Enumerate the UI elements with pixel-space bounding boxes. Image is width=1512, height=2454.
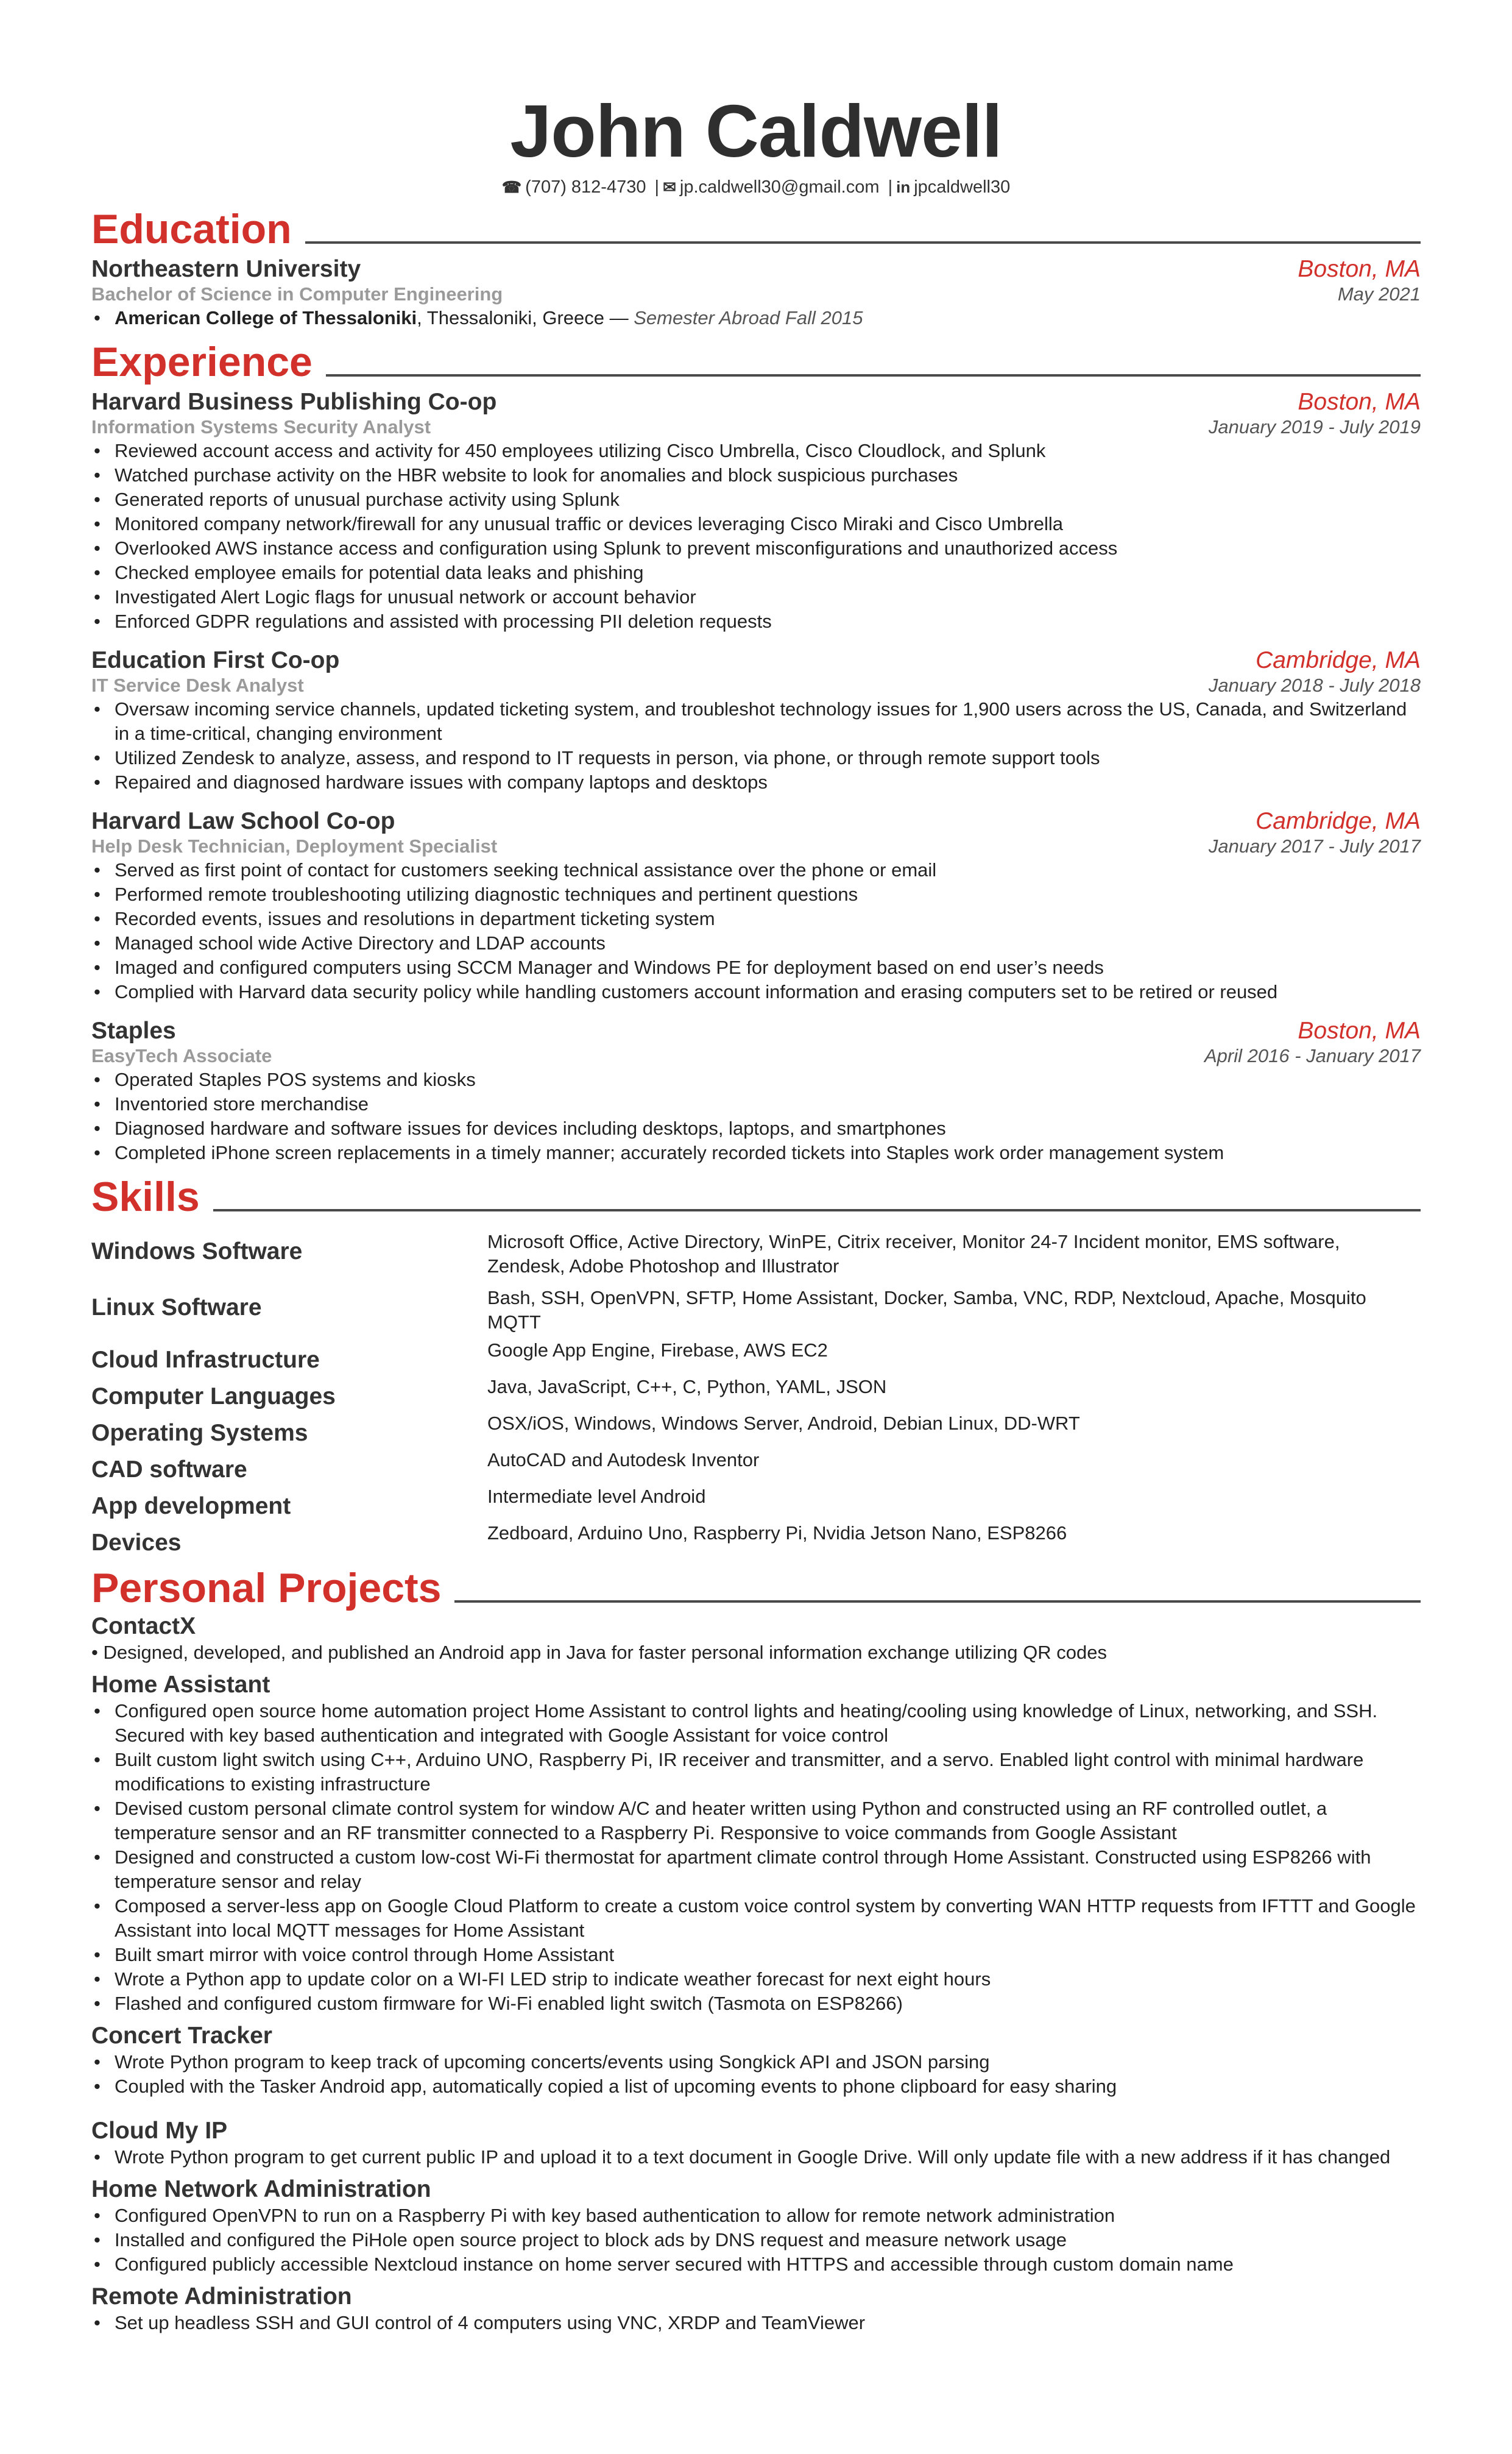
skill-category: Devices [91,1530,182,1556]
list-item: • Flashed and configured custom firmware for Wi-Fi enabled light switch (Tasmota on ESP8266) [91,1991,1421,2016]
list-item: • Built custom light switch using C++, Arduino UNO, Raspberry Pi, IR receiver and transmitter, and a servo. Enabled light control with minimal hardware modifications to existing infrastructure [91,1748,1421,1796]
job-title: Help Desk Technician, Deployment Specialist [91,835,498,857]
list-item: • Built smart mirror with voice control through Home Assistant [91,1943,1421,1967]
skill-category: Cloud Infrastructure [91,1347,320,1373]
school-name: Northeastern University [91,256,361,282]
job-subheader [91,1044,1421,1068]
graduation-date: May 2021 [1337,283,1421,305]
skill-row [91,1286,1421,1335]
job-title: EasyTech Associate [91,1045,272,1066]
phone-icon: ☎ [501,178,522,196]
separator: | [888,177,893,197]
list-item: • Imaged and configured computers using SCCM Manager and Windows PE for deployment based on end user’s needs [91,956,1421,980]
resume-page [91,0,1421,2335]
skill-category: Linux Software [91,1294,262,1321]
linkedin-icon: in [896,178,911,196]
project-title: Remote Administration [91,2283,352,2310]
list-item: • Completed iPhone screen replacements in a timely manner; accurately recorded tickets into Staples work order management system [91,1141,1421,1165]
job-dates: January 2017 - July 2017 [1208,835,1421,857]
list-item [91,306,1421,330]
list-item: • Configured OpenVPN to run on a Raspberry Pi with key based authentication to allow for remote network administration [91,2204,1421,2228]
list-item: • Composed a server-less app on Google Cloud Platform to create a custom voice control system by converting WAN HTTP requests from IFTTT and Google Assistant into local MQTT messages for Home Assistant [91,1894,1421,1943]
job-location: Boston, MA [1298,389,1421,415]
list-item: • Overlooked AWS instance access and configuration using Splunk to prevent misconfigurations and unauthorized access [91,536,1421,561]
section-divider [326,374,1421,377]
project-title: ContactX [91,1613,196,1639]
skill-items: Java, JavaScript, C++, C, Python, YAML, JSON [487,1376,887,1397]
job-entry [91,389,1421,634]
bullet-list [91,858,1421,1004]
skill-row [91,1230,1421,1278]
skill-items: Intermediate level Android [487,1486,706,1507]
project-title: Cloud My IP [91,2118,228,2144]
job-subheader [91,674,1421,697]
phone-number[interactable]: (707) 812-4730 [525,177,646,197]
projects-section-header [91,1565,1421,1611]
list-item: • Investigated Alert Logic flags for unusual network or account behavior [91,585,1421,609]
skill-category: Computer Languages [91,1383,336,1410]
list-item: • Complied with Harvard data security policy while handling customers account information and erasing computers set to be retired or reused [91,980,1421,1004]
skill-row [91,1411,1421,1447]
job-title: Information Systems Security Analyst [91,416,431,438]
section-title: Personal Projects [91,1565,442,1611]
list-item: • Served as first point of contact for customers seeking technical assistance over the phone or email [91,858,1421,882]
employer-name: Harvard Business Publishing Co-op [91,389,497,415]
education-section-header [91,206,1421,252]
job-entry [91,808,1421,1004]
experience-list [91,389,1421,1165]
skill-row [91,1448,1421,1483]
list-item: • Generated reports of unusual purchase activity using Splunk [91,488,1421,512]
section-divider [454,1600,1421,1603]
list-item: • Inventoried store merchandise [91,1092,1421,1116]
list-item: • Reviewed account access and activity for 450 employees utilizing Cisco Umbrella, Cisco Cloudlock, and Splunk [91,439,1421,463]
list-item: • Wrote a Python app to update color on a WI-FI LED strip to indicate weather forecast for next eight hours [91,1967,1421,1991]
list-item: • Coupled with the Tasker Android app, automatically copied a list of upcoming events to phone clipboard for easy sharing [91,2074,1421,2099]
skill-items: Microsoft Office, Active Directory, WinPE, Citrix receiver, Monitor 24-7 Incident monitor, EMS software, Zendesk, Adobe Photoshop and Illustrator [487,1231,1340,1277]
list-item: • Diagnosed hardware and software issues for devices including desktops, laptops, and smartphones [91,1116,1421,1141]
employer-name: Harvard Law School Co-op [91,808,395,834]
bullet-list [91,439,1421,634]
job-entry [91,1018,1421,1165]
job-subheader [91,416,1421,439]
bullet-list [91,1068,1421,1165]
list-item: • Repaired and diagnosed hardware issues with company laptops and desktops [91,770,1421,795]
list-item: • Performed remote troubleshooting utilizing diagnostic techniques and pertinent questions [91,882,1421,907]
list-item: • Configured publicly accessible Nextcloud instance on home server secured with HTTPS and accessible through custom domain name [91,2252,1421,2277]
abroad-school: American College of Thessaloniki [115,307,417,328]
skill-row [91,1338,1421,1374]
list-item: • Set up headless SSH and GUI control of 4 computers using VNC, XRDP and TeamViewer [91,2311,1421,2335]
skill-items: Bash, SSH, OpenVPN, SFTP, Home Assistant, Docker, Samba, VNC, RDP, Nextcloud, Apache, Mosquito MQTT [487,1287,1366,1333]
separator: | [654,177,660,197]
list-item: • Recorded events, issues and resolutions in department ticketing system [91,907,1421,931]
bullet-list [91,2311,1421,2335]
list-item: • Checked employee emails for potential data leaks and phishing [91,561,1421,585]
list-item: • Utilized Zendesk to analyze, assess, and respond to IT requests in person, via phone, or through remote support tools [91,746,1421,770]
education-entry [91,256,1421,330]
list-item: • Managed school wide Active Directory and LDAP accounts [91,931,1421,956]
skill-items: Google App Engine, Firebase, AWS EC2 [487,1339,828,1361]
project-title: Home Network Administration [91,2176,431,2202]
bullet-list [91,697,1421,795]
bullet-list [91,2145,1421,2169]
skill-row [91,1521,1421,1556]
skill-row [91,1484,1421,1520]
list-item: • Monitored company network/firewall for any unusual traffic or devices leveraging Cisco Miraki and Cisco Umbrella [91,512,1421,536]
skills-table [91,1230,1421,1556]
job-header [91,808,1421,835]
abroad-note: Semester Abroad Fall 2015 [634,307,863,328]
skill-category: Windows Software [91,1238,303,1264]
linkedin-link[interactable]: jpcaldwell30 [914,177,1011,197]
skill-items: Zedboard, Arduino Uno, Raspberry Pi, Nvidia Jetson Nano, ESP8266 [487,1522,1067,1544]
job-header [91,389,1421,416]
list-item: • Devised custom personal climate control system for window A/C and heater written using Python and constructed using an RF controlled outlet, a temperature sensor and an RF transmitter connected to a Raspberry Pi. Responsive to voice commands from Google Assistant [91,1796,1421,1845]
list-item: • Wrote Python program to keep track of upcoming concerts/events using Songkick API and JSON parsing [91,2050,1421,2074]
job-location: Cambridge, MA [1256,808,1421,834]
list-item: • Watched purchase activity on the HBR website to look for anomalies and block suspicious purchases [91,463,1421,488]
section-divider [305,241,1421,244]
contact-line [91,177,1421,197]
bullet-list [91,2050,1421,2099]
skill-category: Operating Systems [91,1420,308,1446]
email-link[interactable]: jp.caldwell30@gmail.com [679,177,880,197]
job-location: Boston, MA [1298,1018,1421,1044]
employer-name: Staples [91,1018,176,1044]
list-item: • Enforced GDPR regulations and assisted with processing PII deletion requests [91,609,1421,634]
list-item: • Installed and configured the PiHole open source project to block ads by DNS request and measure network usage [91,2228,1421,2252]
skill-category: CAD software [91,1456,247,1483]
job-entry [91,647,1421,795]
skill-items: AutoCAD and Autodesk Inventor [487,1449,760,1470]
section-title: Experience [91,339,313,385]
job-dates: January 2019 - July 2019 [1208,416,1421,438]
job-header [91,647,1421,674]
job-subheader [91,835,1421,858]
bullet-list [91,1699,1421,2016]
project-list [91,1671,1421,2335]
section-title: Education [91,206,292,252]
list-item: • Oversaw incoming service channels, updated ticketing system, and troubleshot technology issues for 1,900 users across the US, Canada, and Switzerland in a time-critical, changing environment [91,697,1421,746]
bullet-list [91,2204,1421,2277]
abroad-place: , Thessaloniki, Greece — [417,307,634,328]
job-title: IT Service Desk Analyst [91,675,304,696]
list-item: • Configured open source home automation project Home Assistant to control lights and heating/cooling using knowledge of Linux, networking, and SSH. Secured with key based authentication and integrated with Google Assistant for voice control [91,1699,1421,1748]
school-location: Boston, MA [1298,256,1421,282]
job-dates: January 2018 - July 2018 [1208,675,1421,696]
list-item: • Wrote Python program to get current public IP and upload it to a text document in Google Drive. Will only update file with a new address if it has changed [91,2145,1421,2169]
skills-section-header [91,1174,1421,1220]
list-item: • Designed and constructed a custom low-cost Wi-Fi thermostat for apartment climate control through Home Assistant. Constructed using ESP8266 with temperature sensor and relay [91,1845,1421,1894]
job-header [91,1018,1421,1044]
project-title: Home Assistant [91,1672,270,1698]
section-title: Skills [91,1174,200,1220]
skill-row [91,1375,1421,1410]
candidate-name: John Caldwell [510,90,1002,172]
section-divider [213,1209,1421,1211]
employer-name: Education First Co-op [91,647,340,673]
skill-items: OSX/iOS, Windows, Windows Server, Android, Debian Linux, DD-WRT [487,1413,1080,1434]
envelope-icon: ✉ [663,178,676,196]
project-title: Concert Tracker [91,2023,272,2049]
degree: Bachelor of Science in Computer Engineering [91,283,503,305]
experience-section-header [91,339,1421,385]
job-dates: April 2016 - January 2017 [1204,1045,1421,1066]
list-item: • Operated Staples POS systems and kiosks [91,1068,1421,1092]
skill-category: App development [91,1493,291,1519]
job-location: Cambridge, MA [1256,647,1421,673]
project-description: • Designed, developed, and published an Android app in Java for faster personal information exchange utilizing QR codes [91,1642,1107,1663]
